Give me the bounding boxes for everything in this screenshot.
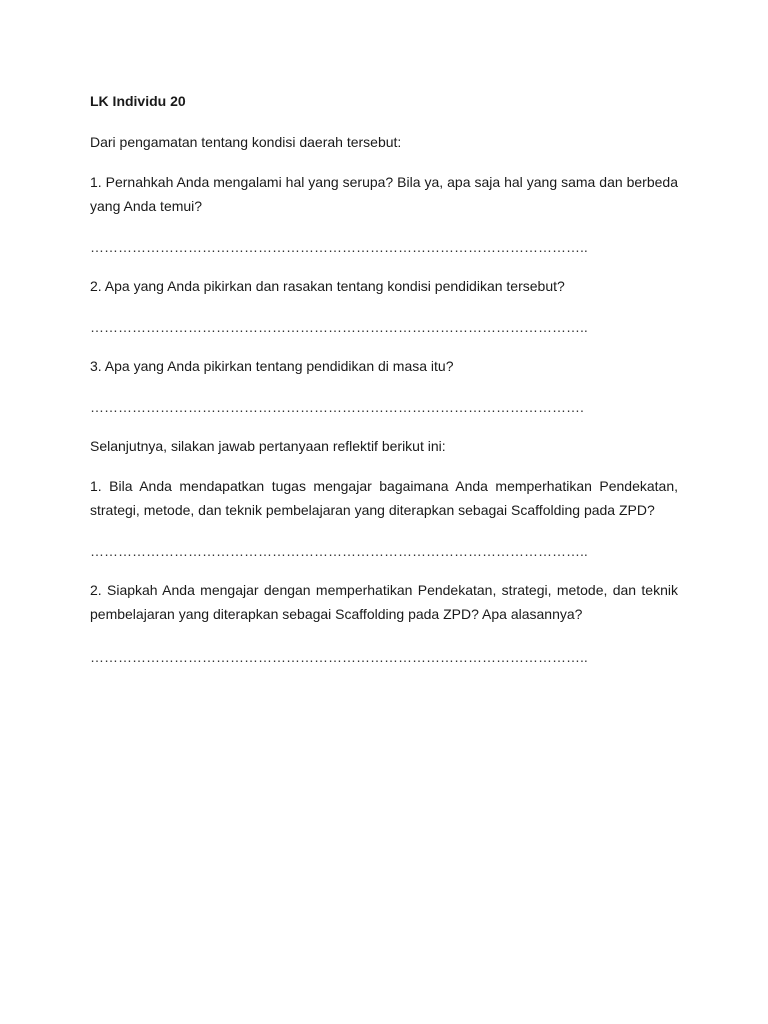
reflective-question-2-line-1: 2. Siapkah Anda mengajar dengan memperhatikan Pendekatan, strategi, metode, dan teknik	[90, 582, 678, 598]
question-1-line-2: yang Anda temui?	[90, 198, 203, 214]
reflective-question-1-line-2: strategi, metode, dan teknik pembelajaran yang diterapkan sebagai Scaffolding pada ZPD?	[90, 502, 655, 518]
document-title: LK Individu 20	[90, 93, 186, 109]
question-1-line-1: 1. Pernahkah Anda mengalami hal yang serupa? Bila ya, apa saja hal yang sama dan berbeda	[90, 174, 678, 190]
answer-line-1: ……………………………………………………………………………………………..	[90, 239, 588, 255]
reflective-question-1-line-1: 1. Bila Anda mendapatkan tugas mengajar bagaimana Anda memperhatikan Pendekatan,	[90, 478, 678, 494]
answer-line-3: …………………………………………………………………………………………….	[90, 399, 584, 415]
reflective-question-2-line-2: pembelajaran yang diterapkan sebagai Scaffolding pada ZPD? Apa alasannya?	[90, 606, 583, 622]
question-3: 3. Apa yang Anda pikirkan tentang pendidikan di masa itu?	[90, 358, 454, 374]
answer-line-4: ……………………………………………………………………………………………..	[90, 543, 588, 559]
answer-line-5: ……………………………………………………………………………………………..	[90, 649, 588, 665]
answer-line-2: ……………………………………………………………………………………………..	[90, 319, 588, 335]
reflective-intro: Selanjutnya, silakan jawab pertanyaan reflektif berikut ini:	[90, 438, 446, 454]
intro-text: Dari pengamatan tentang kondisi daerah tersebut:	[90, 134, 402, 150]
question-2: 2. Apa yang Anda pikirkan dan rasakan tentang kondisi pendidikan tersebut?	[90, 278, 565, 294]
